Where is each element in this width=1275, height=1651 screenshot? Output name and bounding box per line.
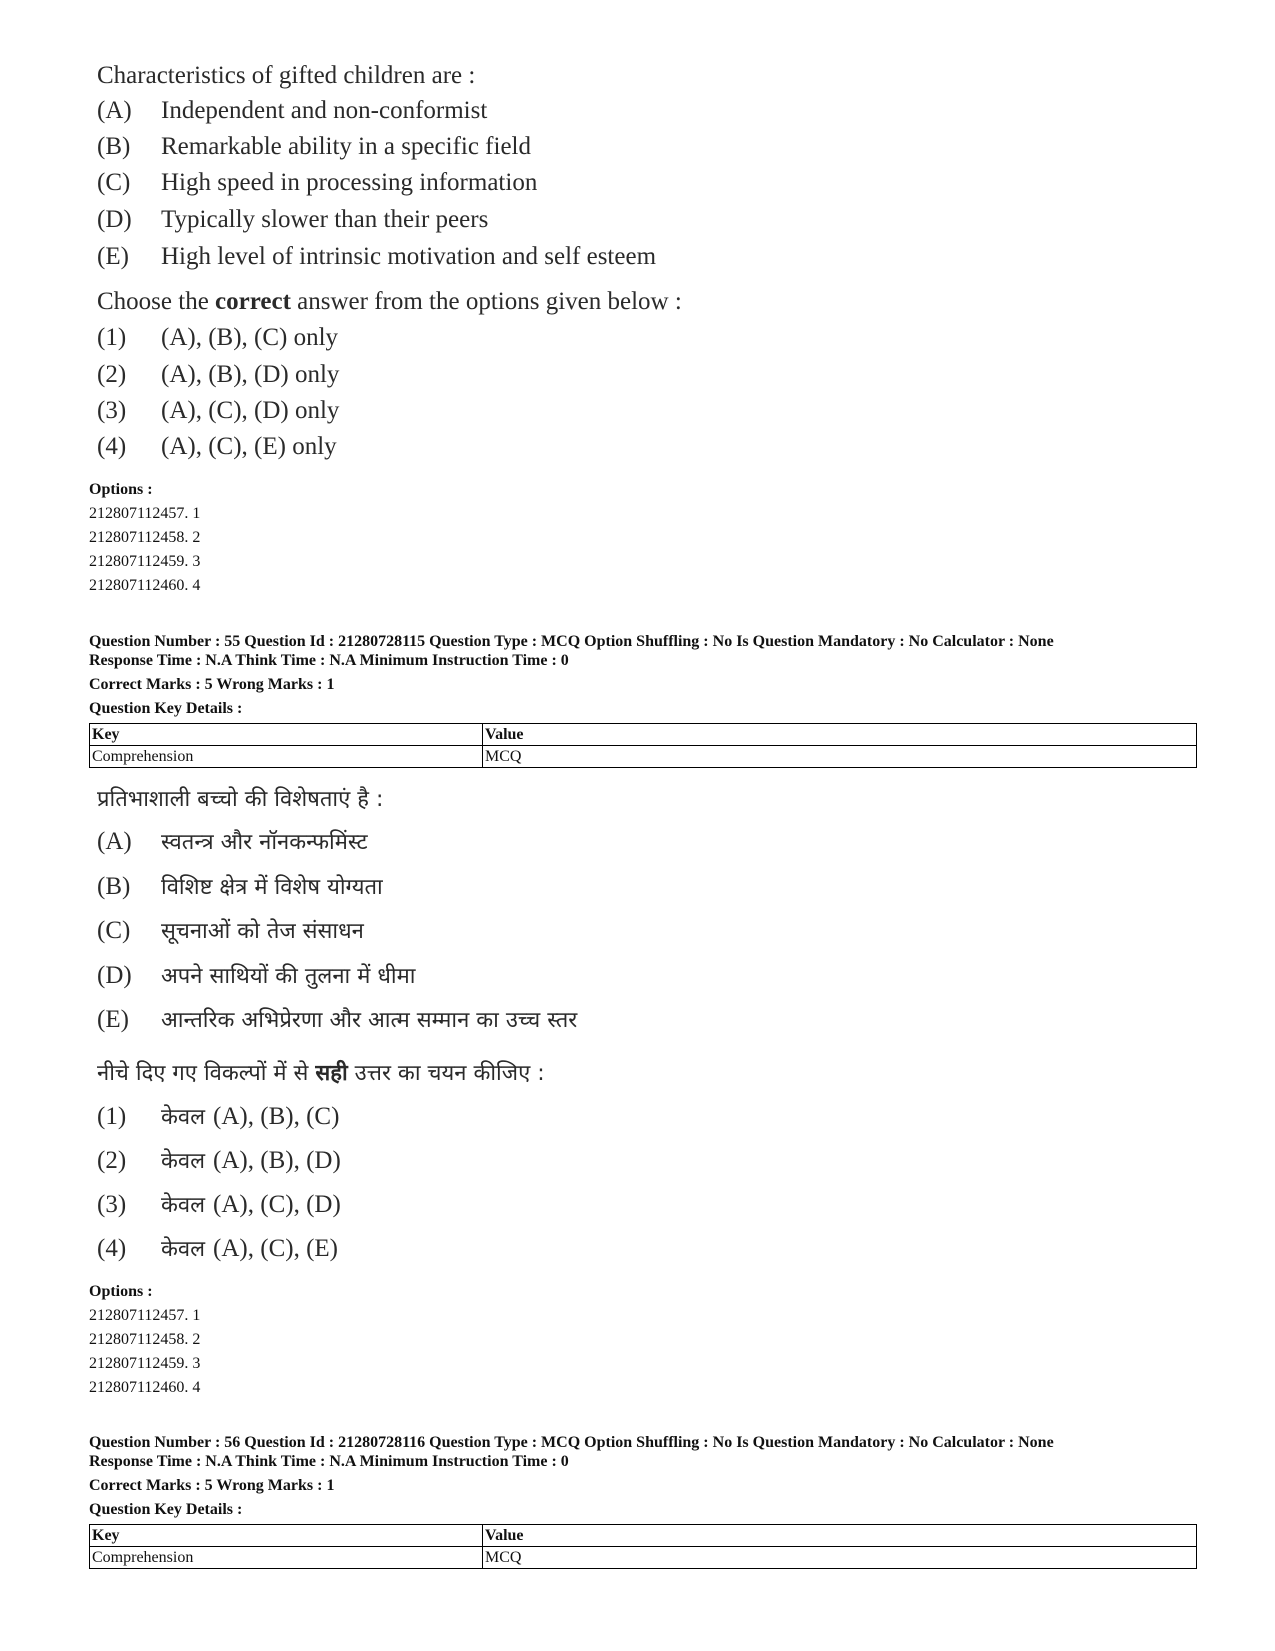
statement-text: Independent and non-conformist (161, 97, 488, 124)
answer-option-3-hindi (97, 1189, 341, 1219)
statement-e (97, 243, 656, 271)
table-header-value: Value (483, 724, 1197, 746)
statement-d (97, 206, 488, 234)
marks-line: Correct Marks : 5 Wrong Marks : 1 (89, 676, 335, 693)
answer-prefix: केवल (161, 1149, 206, 1174)
option-id-line: 212807112460. 4 (89, 1379, 201, 1396)
table-cell-value: MCQ (483, 746, 1197, 768)
statement-label: (A) (97, 97, 132, 124)
options-heading: Options : (89, 1283, 153, 1300)
statement-label: (C) (97, 169, 131, 196)
option-id-line: 212807112458. 2 (89, 529, 201, 546)
statement-c-hindi (97, 915, 364, 945)
choose-instruction-hindi: नीचे दिए गए विकल्पों में से सही उत्तर का चयन कीजिए : (97, 1061, 545, 1086)
question-meta-line: Question Number : 56 Question Id : 21280728116 Question Type : MCQ Option Shuffling : No Is Question Mandatory : No Calculator : None (89, 1434, 1054, 1451)
answer-prefix: केवल (161, 1237, 206, 1262)
statement-d-hindi (97, 960, 415, 990)
question-meta-line: Response Time : N.A Think Time : N.A Minimum Instruction Time : 0 (89, 652, 569, 669)
answer-label: (2) (97, 361, 127, 388)
choose-instruction: Choose the correct answer from the options given below : (97, 288, 682, 315)
answer-text: (A), (C), (E) only (161, 433, 337, 460)
statement-label: (D) (97, 206, 132, 233)
answer-option-1 (97, 324, 338, 352)
question-meta-line: Question Number : 55 Question Id : 21280728115 Question Type : MCQ Option Shuffling : No Is Question Mandatory : No Calculator : None (89, 633, 1054, 650)
statement-label: (A) (97, 828, 132, 855)
answer-label: (1) (97, 1103, 127, 1130)
statement-label: (B) (97, 873, 131, 900)
statement-label: (D) (97, 962, 132, 989)
statement-label: (B) (97, 133, 131, 160)
statement-text: High speed in processing information (161, 169, 538, 196)
statement-e-hindi (97, 1004, 577, 1034)
statement-label: (C) (97, 917, 131, 944)
statement-text: अपने साथियों की तुलना में धीमा (161, 964, 416, 989)
statement-b (97, 133, 531, 161)
statement-text: Remarkable ability in a specific field (161, 133, 531, 160)
option-id-line: 212807112459. 3 (89, 553, 201, 570)
answer-option-2 (97, 361, 339, 389)
answer-label: (4) (97, 1235, 127, 1262)
answer-label: (2) (97, 1147, 127, 1174)
question-stem-hindi: प्रतिभाशाली बच्चो की विशेषताएं है : (97, 787, 384, 812)
answer-label: (4) (97, 433, 127, 460)
option-id-line: 212807112457. 1 (89, 505, 201, 522)
answer-text: (A), (B), (C) (213, 1103, 340, 1130)
answer-text: (A), (B), (D) only (161, 361, 340, 388)
answer-text: (A), (C), (E) (213, 1235, 338, 1262)
option-id-line: 212807112459. 3 (89, 1355, 201, 1372)
answer-option-2-hindi (97, 1145, 341, 1175)
answer-option-1-hindi (97, 1101, 339, 1131)
table-cell-key: Comprehension (90, 746, 483, 768)
question-meta-line: Response Time : N.A Think Time : N.A Minimum Instruction Time : 0 (89, 1453, 569, 1470)
statement-label: (E) (97, 243, 129, 270)
question-stem: Characteristics of gifted children are : (97, 62, 476, 89)
key-details-heading: Question Key Details : (89, 1501, 243, 1518)
key-details-heading: Question Key Details : (89, 700, 243, 717)
answer-label: (1) (97, 324, 127, 351)
option-id-line: 212807112457. 1 (89, 1307, 201, 1324)
table-cell-value: MCQ (483, 1547, 1197, 1569)
statement-text: Typically slower than their peers (161, 206, 489, 233)
statement-text: विशिष्ट क्षेत्र में विशेष योग्यता (161, 875, 383, 900)
answer-option-4-hindi (97, 1233, 338, 1263)
table-header-key: Key (90, 1525, 483, 1547)
answer-label: (3) (97, 1191, 127, 1218)
statement-text: High level of intrinsic motivation and self esteem (161, 243, 657, 270)
options-heading: Options : (89, 481, 153, 498)
key-value-table (89, 1524, 1197, 1569)
statement-a (97, 97, 487, 125)
statement-b-hindi (97, 871, 383, 901)
option-id-line: 212807112458. 2 (89, 1331, 201, 1348)
key-value-table (89, 723, 1197, 768)
answer-option-3 (97, 397, 339, 425)
statement-text: स्वतन्त्र और नॉनकन्फमिंस्ट (161, 830, 368, 855)
statement-text: सूचनाओं को तेज संसाधन (161, 919, 364, 944)
answer-text: (A), (C), (D) (213, 1191, 341, 1218)
marks-line: Correct Marks : 5 Wrong Marks : 1 (89, 1477, 335, 1494)
table-header-value: Value (483, 1525, 1197, 1547)
answer-text: (A), (B), (C) only (161, 324, 339, 351)
answer-text: (A), (B), (D) (213, 1147, 341, 1174)
table-cell-key: Comprehension (90, 1547, 483, 1569)
answer-option-4 (97, 433, 337, 461)
answer-label: (3) (97, 397, 127, 424)
statement-a-hindi (97, 826, 368, 856)
statement-label: (E) (97, 1006, 129, 1033)
answer-prefix: केवल (161, 1193, 206, 1218)
answer-text: (A), (C), (D) only (161, 397, 340, 424)
statement-c (97, 169, 537, 197)
answer-prefix: केवल (161, 1105, 206, 1130)
table-header-key: Key (90, 724, 483, 746)
option-id-line: 212807112460. 4 (89, 577, 201, 594)
statement-text: आन्तरिक अभिप्रेरणा और आत्म सम्मान का उच्च स्तर (161, 1008, 578, 1033)
